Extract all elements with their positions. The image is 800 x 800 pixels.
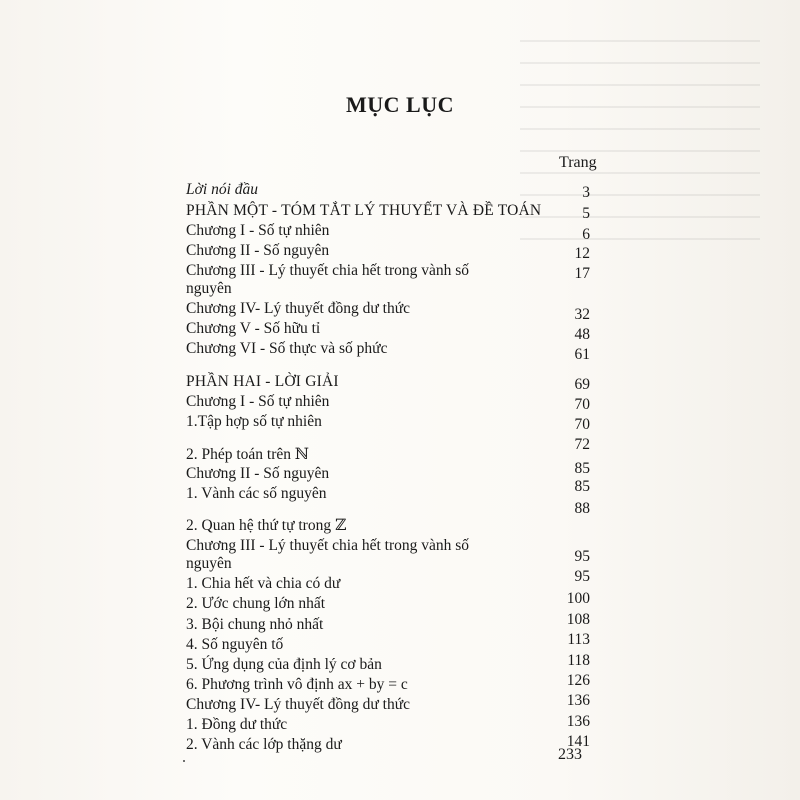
toc-entry: Chương VI - Số thực và số phức [186, 340, 388, 357]
toc-entry: Chương III - Lý thuyết chia hết trong vành số [186, 537, 470, 554]
toc-entry: nguyên [186, 280, 232, 297]
toc-page-number: 141 [566, 733, 590, 750]
toc-entry: Lời nói đầu [186, 181, 259, 198]
toc-page-number: 88 [574, 500, 590, 517]
toc-page-number: 113 [567, 631, 590, 648]
toc-entry: 2. Phép toán trên ℕ [186, 446, 310, 463]
toc-page-number: 32 [574, 306, 590, 323]
page-title: MỤC LỤC [346, 92, 454, 117]
toc-entry: Chương I - Số tự nhiên [186, 393, 330, 410]
toc-page-number: 48 [574, 326, 590, 343]
toc-entry: Chương IV- Lý thuyết đồng dư thức [186, 696, 410, 713]
toc-page-number: 72 [574, 436, 590, 453]
toc-entry: Chương II - Số nguyên [186, 465, 330, 482]
toc-entry: Chương V - Số hữu tỉ [186, 320, 321, 337]
toc-entry: Chương I - Số tự nhiên [186, 222, 330, 239]
toc-page-number: 69 [574, 376, 590, 393]
toc-page-number: 136 [566, 713, 590, 730]
toc-page-number: 126 [566, 672, 590, 689]
page-speck [183, 760, 185, 762]
toc-page-number: 70 [574, 396, 590, 413]
toc-entry: 3. Bội chung nhỏ nhất [186, 616, 324, 633]
toc-page-number: 95 [574, 548, 590, 565]
bleed-through-text [520, 40, 760, 240]
toc-page-number: 85 [574, 478, 590, 495]
toc-part-heading: PHẦN MỘT - TÓM TẮT LÝ THUYẾT VÀ ĐỀ TOÁN [186, 202, 542, 219]
toc-entry: 2. Vành các lớp thặng dư [186, 736, 342, 753]
toc-page-number: 100 [566, 590, 590, 607]
toc-page-number: 3 [582, 184, 590, 201]
toc-entry: 1. Chia hết và chia có dư [186, 575, 341, 592]
toc-page-number: 6 [582, 226, 590, 243]
toc-page-number: 118 [567, 652, 590, 669]
toc-page-number: 95 [574, 568, 590, 585]
footer-page-number: 233 [558, 746, 582, 763]
toc-page-number: 61 [574, 346, 590, 363]
toc-entry: 6. Phương trình vô định ax + by = c [186, 676, 408, 693]
toc-entry: 5. Ứng dụng của định lý cơ bản [186, 656, 382, 673]
toc-page-number: 85 [574, 460, 590, 477]
toc-page-number: 70 [574, 416, 590, 433]
toc-entry: 1.Tập hợp số tự nhiên [186, 413, 322, 430]
toc-entry: 1. Đồng dư thức [186, 716, 288, 733]
toc-entry: 4. Số nguyên tố [186, 636, 284, 653]
toc-entry: 2. Ước chung lớn nhất [186, 595, 326, 612]
toc-entry: 2. Quan hệ thứ tự trong ℤ [186, 517, 347, 534]
toc-entry: Chương IV- Lý thuyết đồng dư thức [186, 300, 410, 317]
toc-entry: Chương II - Số nguyên [186, 242, 330, 259]
toc-page-number: 136 [566, 692, 590, 709]
toc-page-number: 17 [574, 265, 590, 282]
page-column-header: Trang [559, 154, 597, 171]
toc-page-number: 12 [574, 245, 590, 262]
toc-entry: Chương III - Lý thuyết chia hết trong vành số [186, 262, 470, 279]
toc-entry: nguyên [186, 555, 232, 572]
toc-page-number: 108 [566, 611, 590, 628]
toc-part-heading: PHẦN HAI - LỜI GIẢI [186, 373, 339, 390]
toc-entry: 1. Vành các số nguyên [186, 485, 327, 502]
toc-page-number: 5 [582, 205, 590, 222]
